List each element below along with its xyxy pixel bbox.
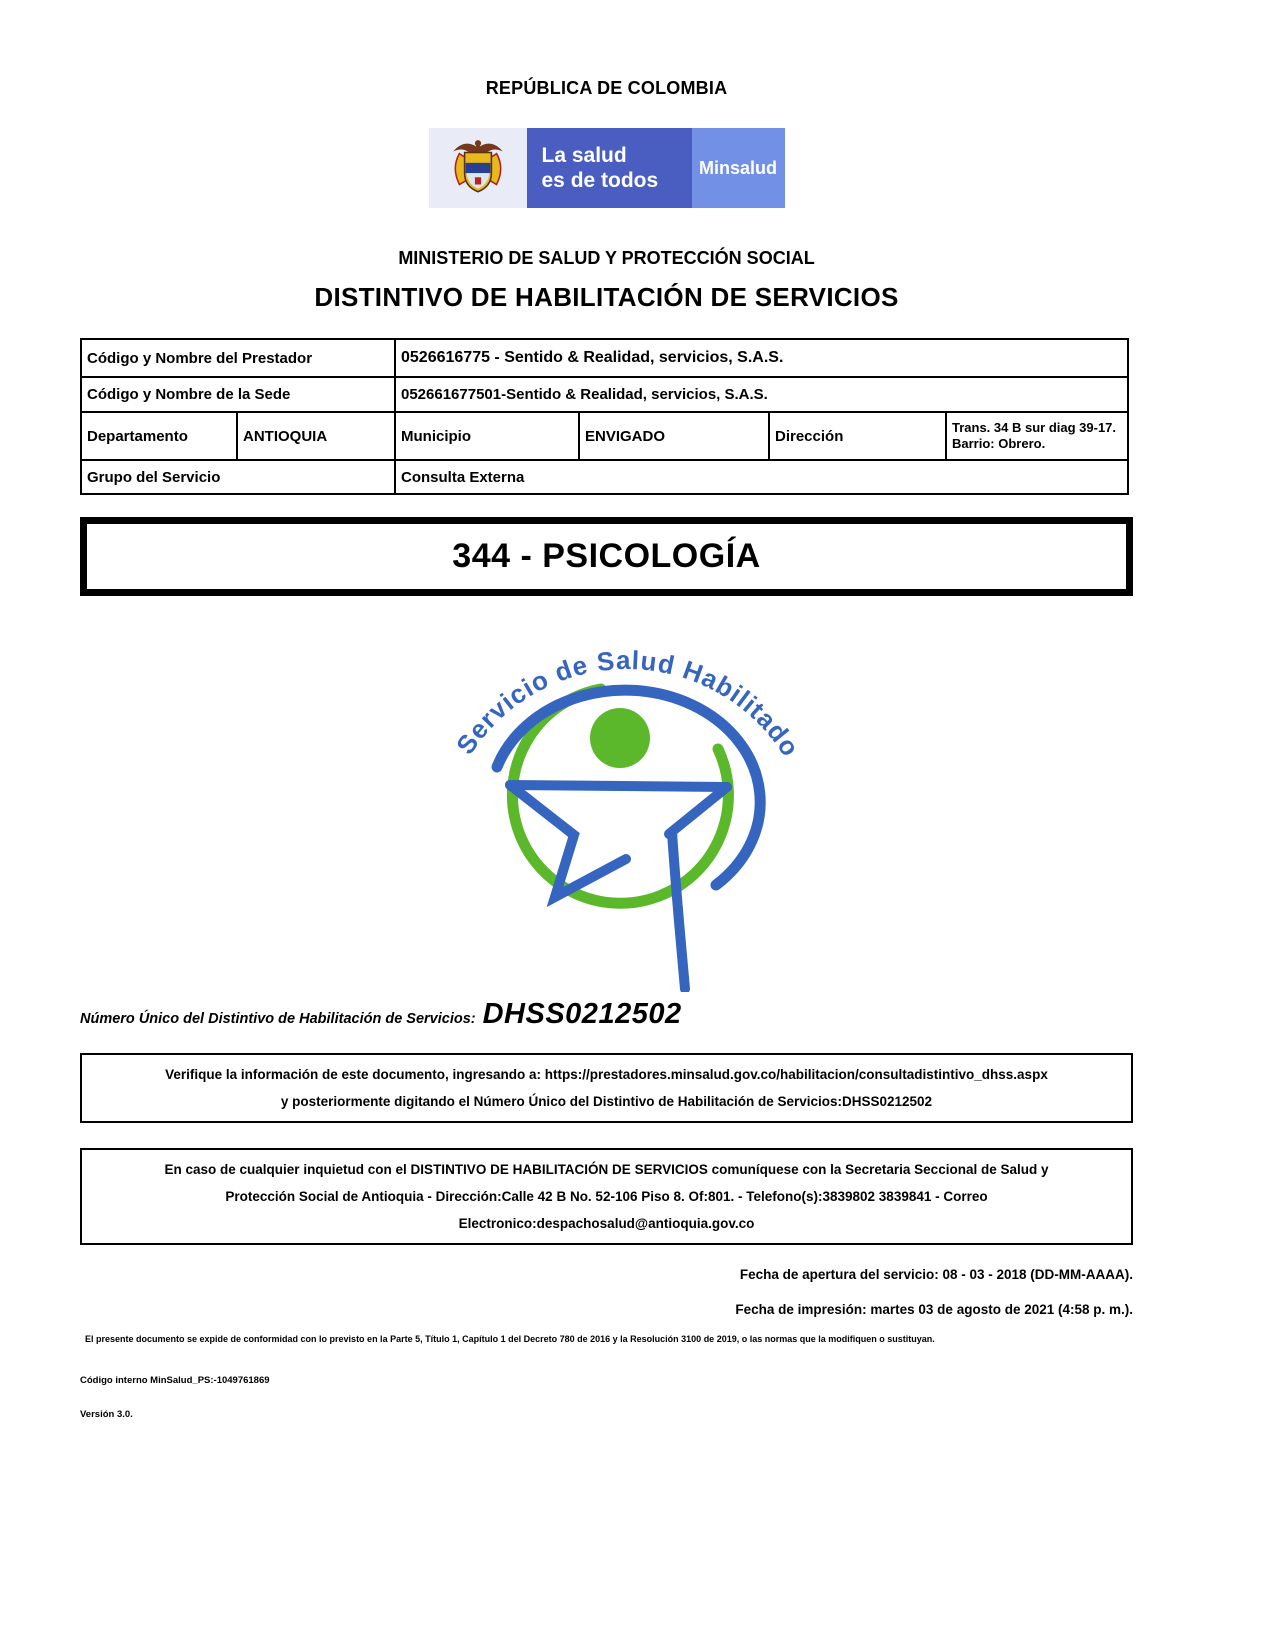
grupo-value-cell: Consulta Externa — [394, 461, 1127, 493]
prestador-label-cell: Código y Nombre del Prestador — [87, 349, 313, 367]
grupo-label-cell: Grupo del Servicio — [87, 468, 221, 486]
verify-line-2: y posteriormente digitando el Número Único del Distintivo de Habilitación de Servicios:DHSS0212502 — [280, 1094, 933, 1109]
departamento-label-cell: Departamento — [87, 427, 188, 445]
departamento-value-cell: ANTIOQUIA — [236, 413, 394, 459]
table-row-prestador — [82, 340, 1127, 376]
service-banner: 344 - PSICOLOGÍA — [80, 517, 1133, 596]
certificate-page — [80, 0, 1133, 1420]
prestador-value-cell: 0526616775 - Sentido & Realidad, servicios, S.A.S. — [394, 340, 1127, 376]
document-title: DISTINTIVO DE HABILITACIÓN DE SERVICIOS — [314, 282, 899, 312]
internal-code: Código interno MinSalud_PS:-1049761869 — [80, 1375, 270, 1386]
table-row-ubicacion — [82, 411, 1127, 459]
direccion-label-cell: Dirección — [768, 413, 945, 459]
sede-label-cell: Código y Nombre de la Sede — [87, 386, 291, 403]
contact-box — [80, 1148, 1133, 1245]
logo-tagline — [527, 128, 692, 208]
municipio-value-cell: ENVIGADO — [578, 413, 768, 459]
table-row-grupo — [82, 459, 1127, 493]
logo-tagline-line2: es de todos — [541, 169, 659, 192]
logo-brand: Minsalud — [692, 128, 785, 208]
fecha-apertura: Fecha de apertura del servicio: 08 - 03 - 2018 (DD-MM-AAAA). — [739, 1267, 1133, 1282]
fecha-impresion: Fecha de impresión: martes 03 de agosto de 2021 (4:58 p. m.). — [735, 1302, 1133, 1317]
ministry-heading: MINISTERIO DE SALUD Y PROTECCIÓN SOCIAL — [398, 248, 815, 268]
contact-line-1: En caso de cualquier inquietud con el DISTINTIVO DE HABILITACIÓN DE SERVICIOS comuníquese con la Secretaria Seccional de Salud y — [164, 1162, 1049, 1177]
direccion-value-line2: Barrio: Obrero. — [952, 436, 1046, 451]
seal-figure-body-icon — [510, 785, 727, 989]
republic-heading: REPÚBLICA DE COLOMBIA — [485, 78, 728, 98]
seal-arc-text: Servicio de Salud Habilitado — [450, 644, 806, 763]
sede-value-cell: 052661677501-Sentido & Realidad, servicios, S.A.S. — [394, 378, 1127, 411]
version-label: Versión 3.0. — [80, 1409, 133, 1420]
verify-line-1: Verifique la información de este documento, ingresando a: https://prestadores.minsalud.gov.co/habilitacion/consultadistintivo_dhss.aspx — [165, 1067, 1048, 1082]
direccion-value-line1: Trans. 34 B sur diag 39-17. — [952, 420, 1117, 435]
colombia-coat-of-arms-icon — [447, 135, 509, 201]
unique-number-label: Número Único del Distintivo de Habilitación de Servicios: — [80, 1011, 476, 1027]
verify-box — [80, 1053, 1133, 1123]
provider-info-table — [80, 338, 1129, 495]
seal-figure-head-icon — [590, 708, 650, 768]
legal-note: El presente documento se expide de conformidad con lo previsto en la Parte 5, Título 1, Capítulo 1 del Decreto 780 de 2016 y la Resolución 3100 de 2019, o las normas que la modifiquen o sustituyan. — [85, 1334, 935, 1344]
unique-number-row — [80, 998, 1133, 1031]
coat-of-arms-panel — [429, 128, 527, 208]
logo-tagline-line1: La salud — [541, 144, 627, 167]
minsalud-logo — [429, 128, 785, 208]
habilitado-seal — [432, 602, 822, 992]
table-row-sede — [82, 376, 1127, 411]
contact-line-3: Electronico:despachosalud@antioquia.gov.co — [458, 1216, 755, 1231]
contact-line-2: Protección Social de Antioquia - Dirección:Calle 42 B No. 52-106 Piso 8. Of:801. - Telefono(s):3839802 3839841 - Correo — [225, 1189, 988, 1204]
unique-number-value: DHSS0212502 — [482, 998, 682, 1030]
municipio-label-cell: Municipio — [394, 413, 578, 459]
direccion-value-cell — [945, 413, 1127, 459]
